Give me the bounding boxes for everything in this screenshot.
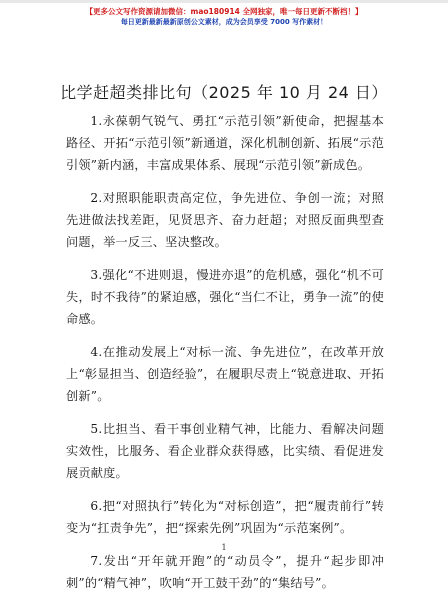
paragraph-2: 2.对照职能职责高定位，争先进位、争创一流；对照先进做法找差距，见贤思齐、奋力赶超；对照反面典型查问题，举一反三、坚决整改。 (66, 191, 384, 249)
paragraph-5: 5.比担当、看干事创业精气神，比能力、看解决问题实效性，比服务、看企业群众获得感，比实绩、看促进发展贡献度。 (66, 422, 384, 480)
paragraph-3: 3.强化“不进则退，慢进亦退”的危机感，强化“机不可失，时不我待”的紧迫感，强化“当仁不让，勇争一流”的使命感。 (66, 268, 384, 326)
paragraph-6: 6.把“对照执行”转化为“对标创造”，把“履责前行”转变为“扛责争先”，把“探索先例”巩固为“示范案例”。 (66, 499, 384, 535)
document-body (66, 110, 384, 605)
page-top-border (0, 0, 448, 3)
banner-line-1: 【更多公文写作资源请加微信：mao180914 全网独家，唯一每日更新不断档！】 (85, 7, 363, 16)
document-title: 比学赶超类排比句（2025 年 10 月 24 日） (60, 83, 388, 102)
paragraph-7: 7.发出“开年就开跑”的“动员令”，提升“起步即冲刺”的“精气神”，吹响“开工鼓干劲”的“集结号”。 (66, 554, 384, 590)
promo-banner (0, 6, 448, 28)
paragraph-1: 1.永葆朝气锐气、勇扛“示范引领”新使命，把握基本路径、开拓“示范引领”新通道，深化机制创新、拓展“示范引领”新内涵，丰富成果体系、展现“示范引领”新成色。 (66, 114, 384, 172)
page-number: 1 (221, 543, 227, 552)
paragraph-4: 4.在推动发展上“对标一流、争先进位”，在改革开放上“彰显担当、创造经验”，在履职尽责上“锐意进取、开拓创新”。 (66, 345, 384, 403)
banner-line-2: 每日更新最新最新原创公文素材，成为会员享受 7000 写作素材！ (120, 18, 328, 26)
